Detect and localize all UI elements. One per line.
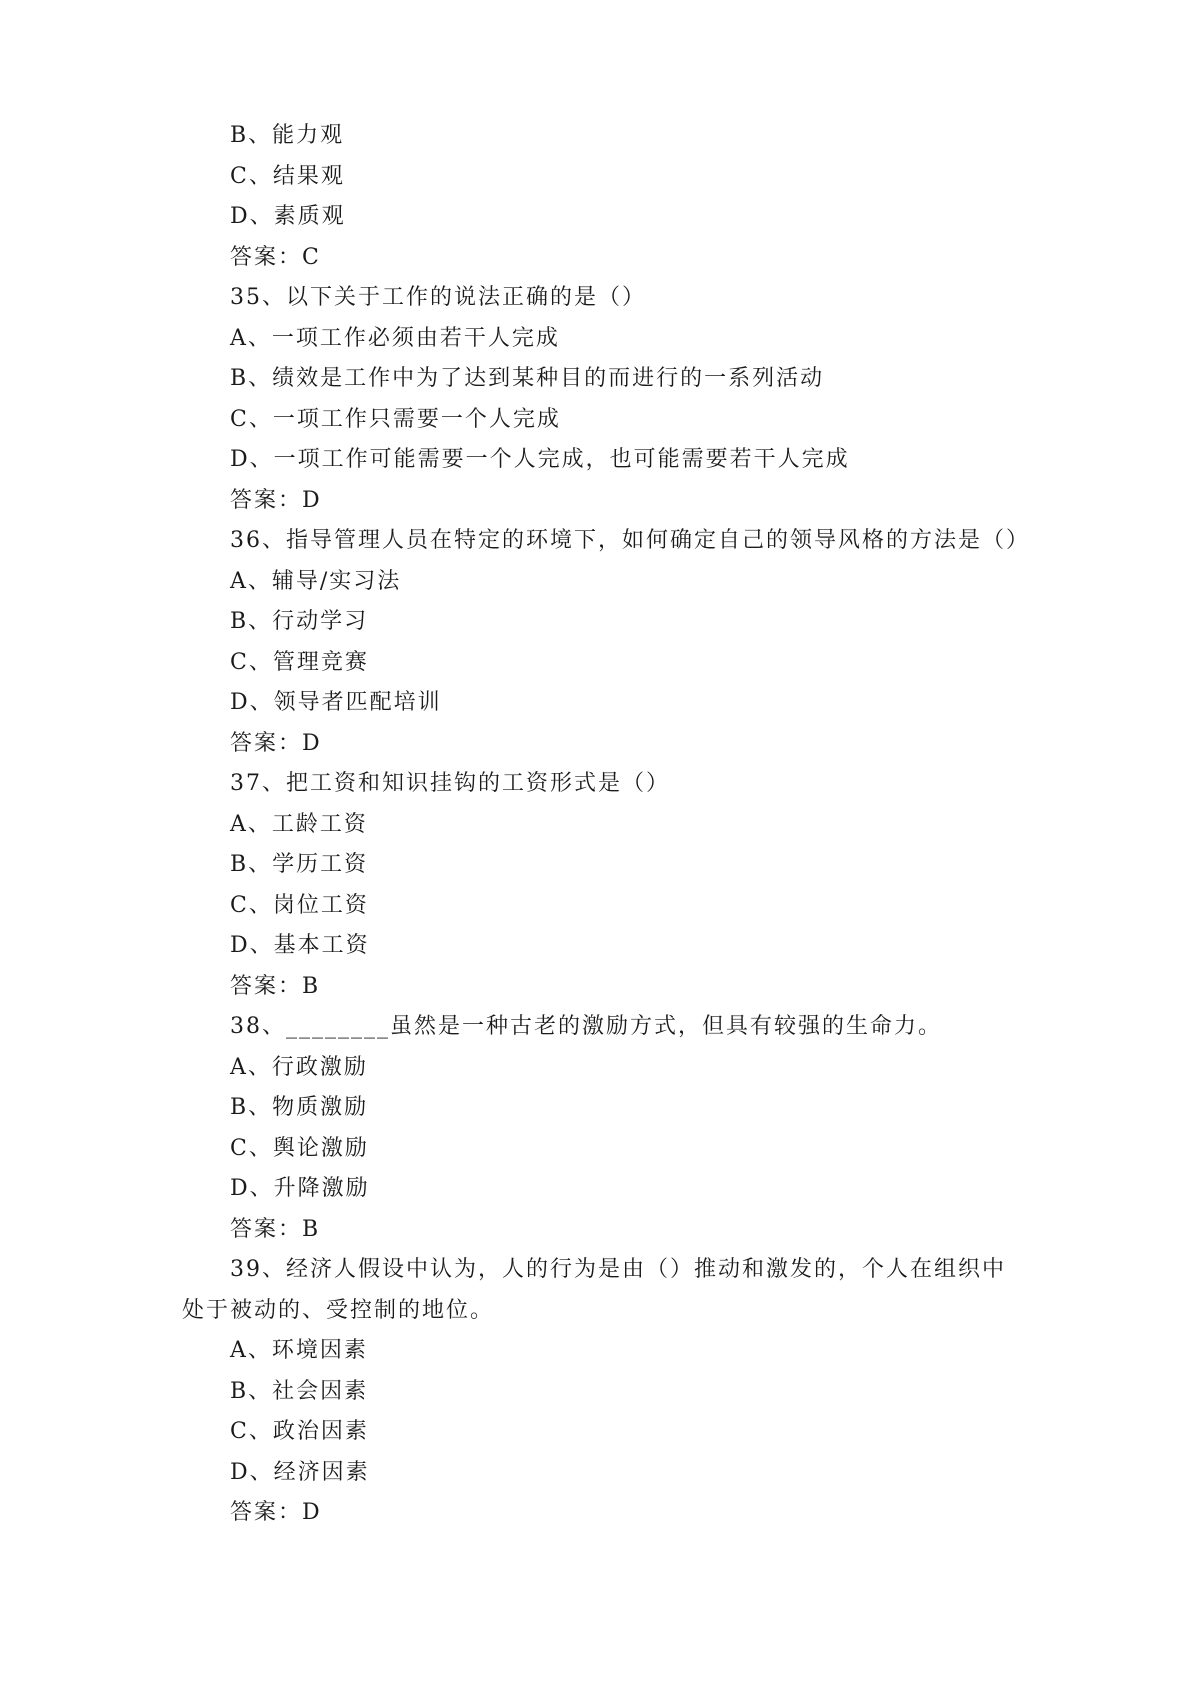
option-c: C、岗位工资	[230, 892, 369, 918]
document-body	[182, 116, 1032, 1534]
option-b: B、社会因素	[230, 1378, 369, 1404]
option-d: D、领导者匹配培训	[230, 690, 442, 715]
answer-37: 答案：B	[230, 973, 321, 999]
option-b: B、绩效是工作中为了达到某种目的而进行的一系列活动	[230, 366, 825, 391]
question-37: 37、把工资和知识挂钩的工资形式是（）	[230, 771, 670, 796]
option-a: A、环境因素	[230, 1338, 368, 1363]
option-c: C、一项工作只需要一个人完成	[230, 406, 561, 432]
answer-36: 答案：D	[230, 730, 322, 756]
answer-39: 答案：D	[230, 1500, 322, 1525]
option-c: C、结果观	[230, 163, 345, 189]
question-36: 36、指导管理人员在特定的环境下，如何确定自己的领导风格的方法是（）	[230, 528, 1030, 553]
answer-35: 答案：D	[230, 487, 322, 513]
option-d: D、经济因素	[230, 1459, 370, 1485]
option-a: A、工龄工资	[230, 811, 368, 837]
option-d: D、一项工作可能需要一个人完成，也可能需要若干人完成	[230, 447, 850, 472]
option-a: A、辅导/实习法	[230, 568, 402, 594]
option-b: B、能力观	[230, 123, 345, 148]
option-d: D、素质观	[230, 204, 346, 229]
question-35: 35、以下关于工作的说法正确的是（）	[230, 285, 646, 310]
question-39: 39、经济人假设中认为，人的行为是由（）推动和激发的，个人在组织中	[230, 1257, 1006, 1282]
option-c: C、政治因素	[230, 1419, 369, 1444]
option-c: C、舆论激励	[230, 1135, 369, 1161]
answer-34: 答案：C	[230, 244, 321, 270]
question-39-continuation: 处于被动的、受控制的地位。	[182, 1297, 495, 1323]
question-38: 38、________虽然是一种古老的激励方式，但具有较强的生命力。	[230, 1014, 942, 1039]
option-d: D、升降激励	[230, 1176, 370, 1201]
option-d: D、基本工资	[230, 933, 370, 958]
option-c: C、管理竞赛	[230, 649, 369, 675]
option-a: A、一项工作必须由若干人完成	[230, 325, 560, 351]
option-b: B、学历工资	[230, 852, 369, 877]
option-b: B、行动学习	[230, 609, 369, 634]
option-b: B、物质激励	[230, 1095, 369, 1120]
option-a: A、行政激励	[230, 1054, 368, 1080]
answer-38: 答案：B	[230, 1216, 321, 1242]
